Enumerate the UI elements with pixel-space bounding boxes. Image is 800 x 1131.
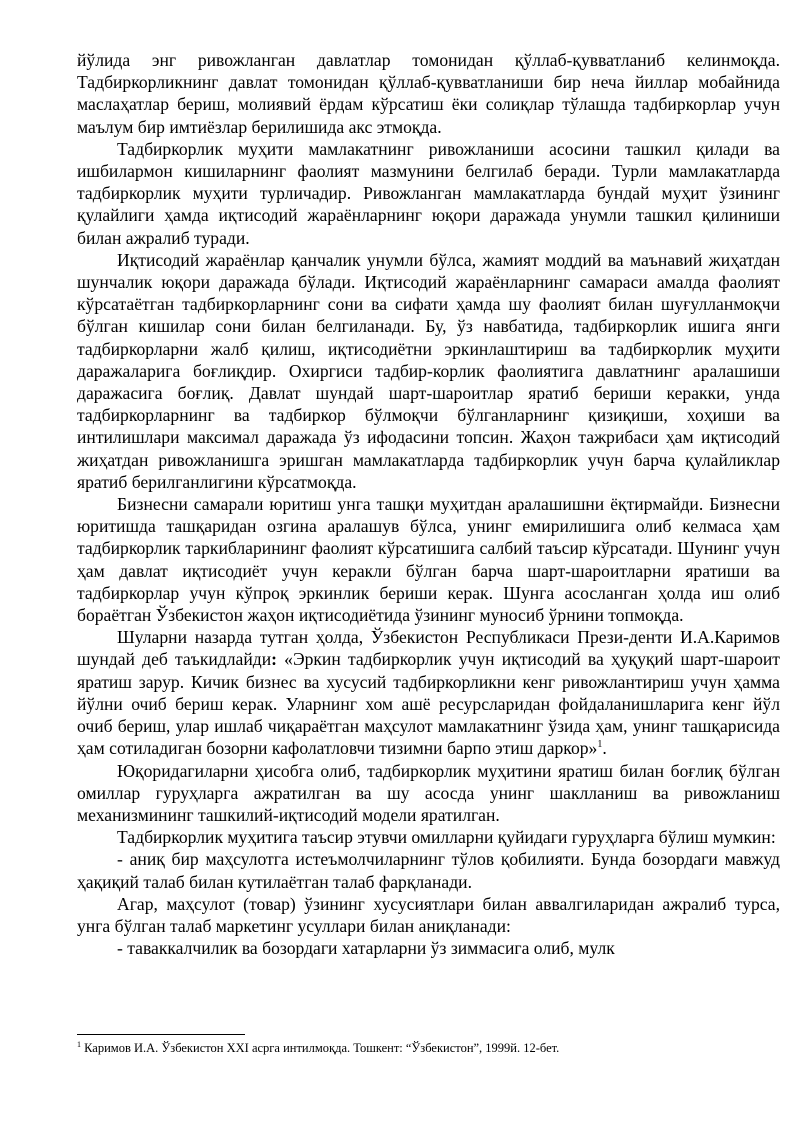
- paragraph: Бизнесни самарали юритиш унга ташқи муҳитдан аралашишни ёқтирмайди. Бизнесни юритишда ташқаридан озгина аралашув бўлса, унинг емирилишига олиб келмаса ҳам тадбиркорлик таркибларининг фаолият кўрсатишига салбий таъсир кўрсатади. Шунинг учун ҳам давлат иқтисодиёт учун керакли бўлган барча шарт-шароитларни яратиши ва тадбиркорлар учун кўпроқ эркинлик бериши керак. Шунга асосланган ҳолда иш олиб бораётган Ўзбекистон жаҳон иқтисодиётида ўзининг муносиб ўрнини топмоқда.: [77, 494, 780, 626]
- list-item: - таваккалчилик ва бозордаги хатарларни ўз зиммасига олиб, мулк: [117, 938, 615, 959]
- paragraph: Юқоридагиларни ҳисобга олиб, тадбиркорлик муҳитини яратиш билан боғлиқ бўлган омиллар гуруҳларга ажратилган ва шу асосда унинг шаклланиш ва ривожланиш механизмининг ташкилий-иқтисодий модели яратилган.: [77, 760, 780, 825]
- paragraph: Иқтисодий жараёнлар қанчалик унумли бўлса, жамият моддий ва маънавий жиҳатдан шунчалик юқори даражада бўлади. Иқтисодий жараёнларнинг самараси амалда фаолият кўрсатаётган тадбиркорларнинг сони ва сифати ҳамда шу фаолият билан шуғулланмоқчи бўлган кишилар сони билан белгиланади. Бу, ўз навбатида, тадбиркорлик ишига янги тадбиркорларни жалб қилиш, иқтисодиётни эркинлаштириш ва тадбиркорлик муҳити даражаларига боғлиқдир. Охиргиси тадбир-корлик фаолиятига давлатнинг аралашиши даражасига боғлиқ. Давлат шундай шарт-шароитлар яратиб бериши керакки, унда тадбиркорларнинг ва тадбиркор бўлмоқчи бўлганларнинг қизиқиши, хоҳиши ва интилишлари максимал даражада ўз ифодасини топсин. Жаҳон тажрибаси ҳам иқтисодий жиҳатдан ривожланишга эришган мамлакатларда тадбиркорлик учун барча қулайликлар яратиб берилганлигини кўрсатмоқда.: [77, 249, 780, 492]
- paragraph: Тадбиркорлик муҳити мамлакатнинг ривожланиши асосини ташкил қилади ва ишбилармон кишиларнинг фаолият мазмунини белгилаб беради. Турли мамлакатларда тадбиркорлик муҳити турличадир. Ривожланган мамлакатларда бундай муҳит ўзининг қулайлиги ҳамда иқтисодий жараёнларнинг юқори даражада унумли ташкил қилиниши билан ажралиб туради.: [77, 138, 780, 248]
- quote-colon: :: [271, 649, 277, 670]
- paragraph-with-quote: [77, 626, 780, 759]
- paragraph-end-punctuation: .: [602, 738, 607, 759]
- footnote-separator: [77, 1034, 245, 1035]
- paragraph: Агар, маҳсулот (товар) ўзининг хусусиятлари билан аввалгиларидан ажралиб турса, унга бўлган талаб маркетинг усуллари билан аниқланади:: [77, 893, 780, 936]
- paragraph: йўлида энг ривожланган давлатлар томонидан қўллаб-қувватланиб келинмоқда. Тадбиркорликнинг давлат томонидан қўллаб-қувватланиши бир неча йиллар мобайнида маслаҳатлар бериш, молиявий ёрдам кўрсатиш ёки солиқлар тўлашда тадбиркорлар учун маълум бир имтиёзлар берилишида акс этмоқда.: [77, 50, 780, 137]
- list-item: - аниқ бир маҳсулотга истеъмолчиларнинг тўлов қобилияти. Бунда бозордаги мавжуд ҳақиқий талаб билан кутилаётган талаб фарқланади.: [77, 849, 780, 892]
- quotation: «Эркин тадбиркорлик учун иқтисодий ва ҳуқуқий шарт-шароит яратиш зарур. Кичик бизнес ва хусусий тадбиркорликни кенг ривожлантириш учун ҳамма йўлни очиб бериш керак. Уларнинг хом ашё ресурсларидан фойдаланишларига кенг йўл очиб бериш, улар ишлаб чиқараётган маҳсулот мамлакатнинг ўзида ҳам, унинг ташқарисида ҳам сотиладиган бозорни кафолатловчи тизимни барпо этиш даркор»: [77, 649, 780, 759]
- paragraph-lead-text: Шуларни назарда тутган ҳолда, Ўзбекистон Республикаси Прези-денти И.А.Каримов шундай деб таъкидлайди: [77, 627, 780, 670]
- footnote-text: Каримов И.А. Ўзбекистон XXI асрга интилмоқда. Тошкент: “Ўзбекистон”, 1999й. 12-бет.: [81, 1041, 560, 1055]
- footnote: [77, 1040, 780, 1056]
- footnote-marker: 1: [77, 1039, 81, 1049]
- paragraph: Тадбиркорлик муҳитига таъсир этувчи омилларни қуйидаги гуруҳларга бўлиш мумкин:: [117, 827, 776, 848]
- footnote-reference[interactable]: 1: [597, 739, 603, 751]
- document-body: [77, 49, 780, 959]
